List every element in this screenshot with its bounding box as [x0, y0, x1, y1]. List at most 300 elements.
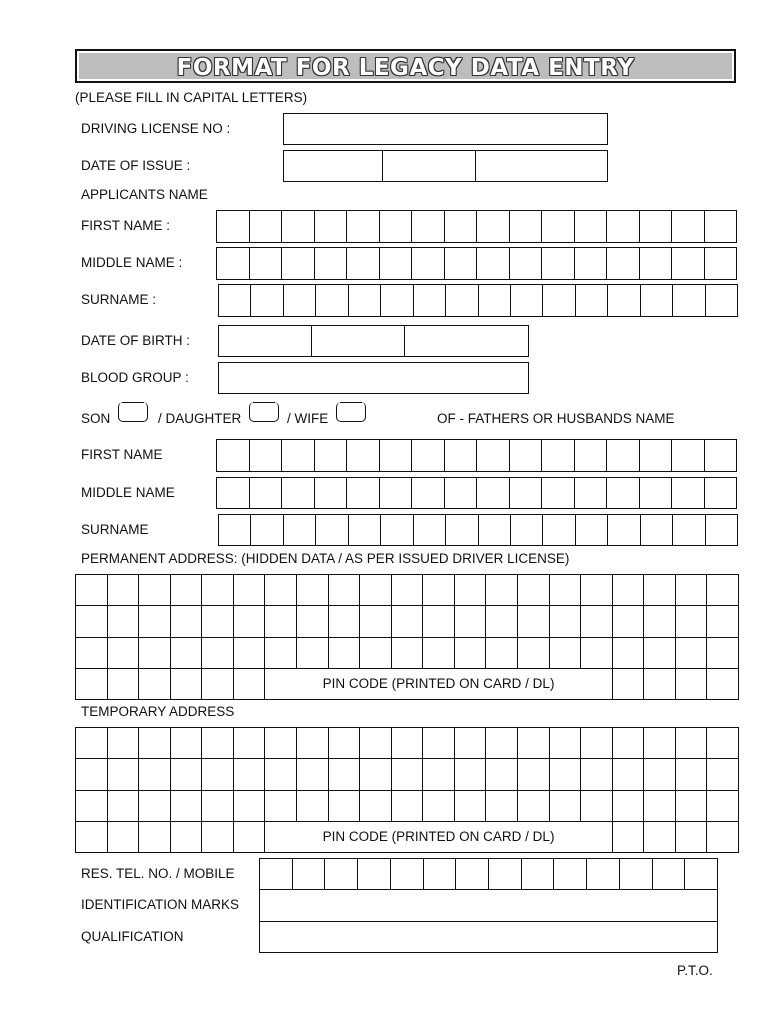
- char-cell[interactable]: [489, 859, 522, 890]
- address-cell[interactable]: [392, 638, 424, 669]
- char-cell[interactable]: [620, 859, 653, 890]
- address-cell[interactable]: [202, 606, 234, 637]
- address-cell[interactable]: [76, 638, 108, 669]
- address-cell[interactable]: [581, 759, 613, 790]
- address-cell[interactable]: [234, 791, 266, 822]
- char-cell[interactable]: [282, 248, 315, 280]
- address-cell[interactable]: [707, 759, 739, 790]
- address-cell[interactable]: [202, 728, 234, 759]
- address-cell[interactable]: [581, 728, 613, 759]
- char-cell[interactable]: [607, 211, 640, 243]
- char-cell[interactable]: [479, 515, 511, 546]
- address-cell[interactable]: [171, 822, 203, 853]
- address-cell[interactable]: [139, 669, 171, 700]
- qualification-input[interactable]: [259, 921, 718, 953]
- address-cell[interactable]: [297, 638, 329, 669]
- identification-marks-input[interactable]: [259, 889, 718, 922]
- char-cell[interactable]: [575, 478, 608, 509]
- address-cell[interactable]: [550, 638, 582, 669]
- address-cell[interactable]: [455, 728, 487, 759]
- address-cell[interactable]: [676, 638, 708, 669]
- address-cell[interactable]: [76, 822, 108, 853]
- char-cell[interactable]: [477, 248, 510, 280]
- char-cell[interactable]: [640, 248, 673, 280]
- char-cell[interactable]: [251, 285, 283, 317]
- char-cell[interactable]: [349, 515, 381, 546]
- address-cell[interactable]: [297, 791, 329, 822]
- address-cell[interactable]: [518, 575, 550, 606]
- applicants-name-heading: APPLICANTS NAME: [81, 187, 208, 202]
- address-cell[interactable]: [644, 575, 676, 606]
- address-cell[interactable]: [455, 759, 487, 790]
- char-cell[interactable]: [347, 440, 380, 472]
- date-of-birth-day[interactable]: [219, 326, 312, 357]
- char-cell[interactable]: [217, 211, 250, 243]
- address-cell[interactable]: [676, 759, 708, 790]
- applicant-first-name-input[interactable]: [216, 210, 737, 243]
- char-cell[interactable]: [380, 478, 413, 509]
- address-cell[interactable]: [613, 791, 645, 822]
- address-cell[interactable]: [171, 759, 203, 790]
- address-cell[interactable]: [139, 575, 171, 606]
- address-cell[interactable]: [76, 791, 108, 822]
- address-cell[interactable]: [392, 759, 424, 790]
- char-cell[interactable]: [576, 285, 608, 317]
- char-cell[interactable]: [315, 440, 348, 472]
- res-tel-input[interactable]: [259, 858, 718, 890]
- pin-code-cell[interactable]: [707, 669, 739, 700]
- address-cell[interactable]: [423, 791, 455, 822]
- address-cell[interactable]: [423, 575, 455, 606]
- address-cell[interactable]: [202, 669, 234, 700]
- char-cell[interactable]: [705, 248, 738, 280]
- address-cell[interactable]: [234, 575, 266, 606]
- char-cell[interactable]: [414, 515, 446, 546]
- address-cell[interactable]: [171, 606, 203, 637]
- address-cell[interactable]: [76, 669, 108, 700]
- address-cell[interactable]: [707, 638, 739, 669]
- address-cell[interactable]: [139, 822, 171, 853]
- address-cell[interactable]: [423, 638, 455, 669]
- address-cell[interactable]: [581, 606, 613, 637]
- wife-label: / WIFE: [287, 411, 329, 426]
- char-cell[interactable]: [607, 478, 640, 509]
- char-cell[interactable]: [412, 211, 445, 243]
- char-cell[interactable]: [511, 285, 543, 317]
- wife-checkbox[interactable]: [336, 402, 366, 422]
- char-cell[interactable]: [217, 440, 250, 472]
- address-cell[interactable]: [234, 759, 266, 790]
- address-cell[interactable]: [139, 606, 171, 637]
- form-title-bar: [75, 49, 736, 83]
- char-cell[interactable]: [217, 478, 250, 509]
- pin-code-cell[interactable]: [676, 822, 708, 853]
- address-cell[interactable]: [329, 638, 361, 669]
- char-cell[interactable]: [576, 515, 608, 546]
- son-checkbox[interactable]: [118, 402, 148, 422]
- address-cell[interactable]: [550, 728, 582, 759]
- address-cell[interactable]: [676, 606, 708, 637]
- address-cell[interactable]: [265, 728, 297, 759]
- applicant-surname-label: SURNAME :: [81, 292, 157, 307]
- char-cell[interactable]: [284, 285, 316, 317]
- qualification-label: QUALIFICATION: [81, 929, 184, 944]
- address-cell[interactable]: [329, 728, 361, 759]
- permanent-address-grid[interactable]: [75, 574, 739, 700]
- parent-first-name-label: FIRST NAME: [81, 447, 163, 462]
- address-cell[interactable]: [265, 606, 297, 637]
- instruction-text: (PLEASE FILL IN CAPITAL LETTERS): [75, 90, 308, 105]
- char-cell[interactable]: [672, 478, 705, 509]
- date-of-birth-input[interactable]: [218, 325, 529, 357]
- char-cell[interactable]: [412, 478, 445, 509]
- char-cell[interactable]: [672, 211, 705, 243]
- address-cell[interactable]: [108, 822, 140, 853]
- pin-code-cell[interactable]: [613, 669, 645, 700]
- applicant-middle-name-input[interactable]: [216, 247, 737, 280]
- address-cell[interactable]: [613, 575, 645, 606]
- char-cell[interactable]: [391, 859, 424, 890]
- char-cell[interactable]: [705, 211, 738, 243]
- char-cell[interactable]: [446, 515, 478, 546]
- char-cell[interactable]: [424, 859, 457, 890]
- address-cell[interactable]: [297, 606, 329, 637]
- char-cell[interactable]: [284, 515, 316, 546]
- daughter-checkbox[interactable]: [249, 402, 279, 422]
- pin-code-cell[interactable]: [644, 669, 676, 700]
- address-cell[interactable]: [644, 728, 676, 759]
- char-cell[interactable]: [477, 211, 510, 243]
- address-cell[interactable]: [108, 575, 140, 606]
- char-cell[interactable]: [640, 478, 673, 509]
- address-cell[interactable]: [108, 728, 140, 759]
- address-cell[interactable]: [486, 791, 518, 822]
- address-cell[interactable]: [423, 728, 455, 759]
- char-cell[interactable]: [575, 211, 608, 243]
- parent-surname-input[interactable]: [218, 514, 738, 546]
- address-cell[interactable]: [108, 606, 140, 637]
- char-cell[interactable]: [381, 285, 413, 317]
- char-cell[interactable]: [325, 859, 358, 890]
- address-cell[interactable]: [202, 575, 234, 606]
- address-cell[interactable]: [171, 791, 203, 822]
- address-cell[interactable]: [234, 822, 266, 853]
- char-cell[interactable]: [250, 248, 283, 280]
- address-cell[interactable]: [392, 728, 424, 759]
- address-cell[interactable]: [581, 575, 613, 606]
- address-cell[interactable]: [581, 638, 613, 669]
- address-cell[interactable]: [392, 606, 424, 637]
- address-cell[interactable]: [360, 728, 392, 759]
- date-of-birth-year[interactable]: [405, 326, 529, 357]
- address-cell[interactable]: [486, 728, 518, 759]
- char-cell[interactable]: [380, 211, 413, 243]
- res-tel-label: RES. TEL. NO. / MOBILE: [81, 866, 235, 881]
- char-cell[interactable]: [260, 859, 293, 890]
- char-cell[interactable]: [653, 859, 686, 890]
- char-cell[interactable]: [446, 285, 478, 317]
- permanent-address-label: PERMANENT ADDRESS: (HIDDEN DATA / AS PER ISSUED DRIVER LICENSE): [81, 551, 570, 566]
- address-cell[interactable]: [455, 575, 487, 606]
- address-cell[interactable]: [676, 728, 708, 759]
- char-cell[interactable]: [554, 859, 587, 890]
- address-cell[interactable]: [644, 638, 676, 669]
- char-cell[interactable]: [250, 478, 283, 509]
- driving-license-label: DRIVING LICENSE NO :: [81, 121, 231, 136]
- char-cell[interactable]: [347, 478, 380, 509]
- driving-license-input[interactable]: [283, 113, 608, 145]
- char-cell[interactable]: [608, 285, 640, 317]
- char-cell[interactable]: [282, 440, 315, 472]
- char-cell[interactable]: [445, 440, 478, 472]
- address-cell[interactable]: [707, 791, 739, 822]
- char-cell[interactable]: [672, 440, 705, 472]
- pin-code-cell[interactable]: [707, 822, 739, 853]
- pin-code-label: PIN CODE (PRINTED ON CARD / DL): [265, 822, 612, 853]
- char-cell[interactable]: [445, 478, 478, 509]
- address-cell[interactable]: [234, 728, 266, 759]
- char-cell[interactable]: [640, 440, 673, 472]
- address-cell[interactable]: [455, 606, 487, 637]
- address-cell[interactable]: [329, 606, 361, 637]
- address-cell[interactable]: [171, 575, 203, 606]
- char-cell[interactable]: [705, 440, 738, 472]
- char-cell[interactable]: [347, 211, 380, 243]
- address-cell[interactable]: [360, 606, 392, 637]
- char-cell[interactable]: [219, 285, 251, 317]
- address-cell[interactable]: [550, 575, 582, 606]
- char-cell[interactable]: [414, 285, 446, 317]
- address-cell[interactable]: [518, 791, 550, 822]
- address-cell[interactable]: [202, 822, 234, 853]
- address-cell[interactable]: [613, 759, 645, 790]
- parent-middle-name-input[interactable]: [216, 477, 737, 509]
- char-cell[interactable]: [641, 285, 673, 317]
- address-cell[interactable]: [518, 638, 550, 669]
- char-cell[interactable]: [510, 211, 543, 243]
- char-cell[interactable]: [608, 515, 640, 546]
- char-cell[interactable]: [587, 859, 620, 890]
- address-cell[interactable]: [550, 606, 582, 637]
- blood-group-label: BLOOD GROUP :: [81, 370, 189, 385]
- char-cell[interactable]: [542, 211, 575, 243]
- char-cell[interactable]: [316, 515, 348, 546]
- address-cell[interactable]: [139, 728, 171, 759]
- char-cell[interactable]: [672, 248, 705, 280]
- char-cell[interactable]: [511, 515, 543, 546]
- char-cell[interactable]: [673, 515, 705, 546]
- address-cell[interactable]: [423, 606, 455, 637]
- address-cell[interactable]: [613, 638, 645, 669]
- char-cell[interactable]: [358, 859, 391, 890]
- pto-text: P.T.O.: [677, 963, 713, 978]
- address-cell[interactable]: [550, 791, 582, 822]
- char-cell[interactable]: [412, 248, 445, 280]
- char-cell[interactable]: [479, 285, 511, 317]
- address-cell[interactable]: [613, 728, 645, 759]
- char-cell[interactable]: [380, 440, 413, 472]
- address-cell[interactable]: [171, 728, 203, 759]
- char-cell[interactable]: [445, 248, 478, 280]
- date-of-issue-year[interactable]: [476, 151, 608, 182]
- address-cell[interactable]: [297, 575, 329, 606]
- char-cell[interactable]: [250, 440, 283, 472]
- address-cell[interactable]: [518, 606, 550, 637]
- blood-group-input[interactable]: [218, 362, 529, 394]
- address-cell[interactable]: [360, 575, 392, 606]
- char-cell[interactable]: [316, 285, 348, 317]
- char-cell[interactable]: [543, 515, 575, 546]
- char-cell[interactable]: [251, 515, 283, 546]
- pin-code-cell[interactable]: [644, 822, 676, 853]
- char-cell[interactable]: [349, 285, 381, 317]
- address-cell[interactable]: [265, 759, 297, 790]
- char-cell[interactable]: [575, 248, 608, 280]
- char-cell[interactable]: [250, 211, 283, 243]
- parent-first-name-input[interactable]: [216, 439, 737, 472]
- char-cell[interactable]: [542, 248, 575, 280]
- fathers-husbands-name-label: OF - FATHERS OR HUSBANDS NAME: [437, 411, 675, 426]
- address-cell[interactable]: [518, 728, 550, 759]
- address-cell[interactable]: [486, 759, 518, 790]
- char-cell[interactable]: [705, 478, 738, 509]
- char-cell[interactable]: [510, 440, 543, 472]
- applicant-first-name-label: FIRST NAME :: [81, 218, 171, 233]
- char-cell[interactable]: [217, 248, 250, 280]
- temporary-address-grid[interactable]: [75, 727, 739, 853]
- char-cell[interactable]: [673, 285, 705, 317]
- date-of-issue-month[interactable]: [383, 151, 476, 182]
- address-cell[interactable]: [392, 575, 424, 606]
- char-cell[interactable]: [706, 285, 738, 317]
- date-of-birth-month[interactable]: [312, 326, 405, 357]
- address-cell[interactable]: [613, 606, 645, 637]
- address-cell[interactable]: [707, 606, 739, 637]
- char-cell[interactable]: [477, 440, 510, 472]
- address-cell[interactable]: [644, 759, 676, 790]
- char-cell[interactable]: [706, 515, 738, 546]
- pin-code-cell[interactable]: [613, 822, 645, 853]
- char-cell[interactable]: [640, 211, 673, 243]
- address-cell[interactable]: [360, 791, 392, 822]
- address-cell[interactable]: [518, 759, 550, 790]
- char-cell[interactable]: [510, 248, 543, 280]
- address-cell[interactable]: [139, 759, 171, 790]
- applicant-surname-input[interactable]: [218, 284, 738, 317]
- address-cell[interactable]: [676, 575, 708, 606]
- char-cell[interactable]: [510, 478, 543, 509]
- char-cell[interactable]: [575, 440, 608, 472]
- char-cell[interactable]: [685, 859, 718, 890]
- address-cell[interactable]: [707, 728, 739, 759]
- char-cell[interactable]: [477, 478, 510, 509]
- address-cell[interactable]: [202, 759, 234, 790]
- address-cell[interactable]: [423, 759, 455, 790]
- address-cell[interactable]: [76, 728, 108, 759]
- address-cell[interactable]: [676, 791, 708, 822]
- address-cell[interactable]: [108, 638, 140, 669]
- char-cell[interactable]: [445, 211, 478, 243]
- address-cell[interactable]: [297, 759, 329, 790]
- address-cell[interactable]: [486, 575, 518, 606]
- address-cell[interactable]: [329, 759, 361, 790]
- char-cell[interactable]: [347, 248, 380, 280]
- address-cell[interactable]: [76, 575, 108, 606]
- address-cell[interactable]: [486, 606, 518, 637]
- address-cell[interactable]: [265, 791, 297, 822]
- address-cell[interactable]: [360, 638, 392, 669]
- char-cell[interactable]: [282, 211, 315, 243]
- address-cell[interactable]: [329, 575, 361, 606]
- pin-code-cell[interactable]: [676, 669, 708, 700]
- address-cell[interactable]: [329, 791, 361, 822]
- date-of-issue-day[interactable]: [284, 151, 383, 182]
- char-cell[interactable]: [456, 859, 489, 890]
- address-cell[interactable]: [139, 638, 171, 669]
- address-cell[interactable]: [139, 791, 171, 822]
- char-cell[interactable]: [641, 515, 673, 546]
- address-cell[interactable]: [644, 791, 676, 822]
- address-cell[interactable]: [265, 638, 297, 669]
- address-cell[interactable]: [486, 638, 518, 669]
- address-cell[interactable]: [644, 606, 676, 637]
- address-cell[interactable]: [108, 759, 140, 790]
- address-cell[interactable]: [550, 759, 582, 790]
- address-cell[interactable]: [455, 791, 487, 822]
- address-cell[interactable]: [202, 638, 234, 669]
- address-cell[interactable]: [171, 638, 203, 669]
- address-cell[interactable]: [108, 669, 140, 700]
- pin-code-label: PIN CODE (PRINTED ON CARD / DL): [265, 669, 612, 700]
- date-of-birth-label: DATE OF BIRTH :: [81, 333, 191, 348]
- address-cell[interactable]: [392, 791, 424, 822]
- address-cell[interactable]: [265, 575, 297, 606]
- address-cell[interactable]: [360, 759, 392, 790]
- parent-surname-label: SURNAME: [81, 522, 149, 537]
- char-cell[interactable]: [380, 248, 413, 280]
- address-cell[interactable]: [234, 638, 266, 669]
- applicant-middle-name-label: MIDDLE NAME :: [81, 255, 183, 270]
- address-cell[interactable]: [171, 669, 203, 700]
- char-cell[interactable]: [607, 440, 640, 472]
- address-cell[interactable]: [581, 791, 613, 822]
- char-cell[interactable]: [219, 515, 251, 546]
- char-cell[interactable]: [412, 440, 445, 472]
- address-cell[interactable]: [234, 669, 266, 700]
- char-cell[interactable]: [542, 440, 575, 472]
- char-cell[interactable]: [315, 248, 348, 280]
- address-cell[interactable]: [202, 791, 234, 822]
- address-cell[interactable]: [455, 638, 487, 669]
- address-cell[interactable]: [297, 728, 329, 759]
- char-cell[interactable]: [381, 515, 413, 546]
- address-cell[interactable]: [707, 575, 739, 606]
- char-cell[interactable]: [282, 478, 315, 509]
- address-cell[interactable]: [108, 791, 140, 822]
- address-cell[interactable]: [76, 759, 108, 790]
- temporary-address-label: TEMPORARY ADDRESS: [81, 704, 235, 719]
- address-cell[interactable]: [234, 606, 266, 637]
- char-cell[interactable]: [607, 248, 640, 280]
- char-cell[interactable]: [315, 211, 348, 243]
- date-of-issue-input[interactable]: [283, 150, 608, 182]
- address-cell[interactable]: [76, 606, 108, 637]
- char-cell[interactable]: [522, 859, 555, 890]
- char-cell[interactable]: [543, 285, 575, 317]
- char-cell[interactable]: [542, 478, 575, 509]
- char-cell[interactable]: [315, 478, 348, 509]
- char-cell[interactable]: [293, 859, 326, 890]
